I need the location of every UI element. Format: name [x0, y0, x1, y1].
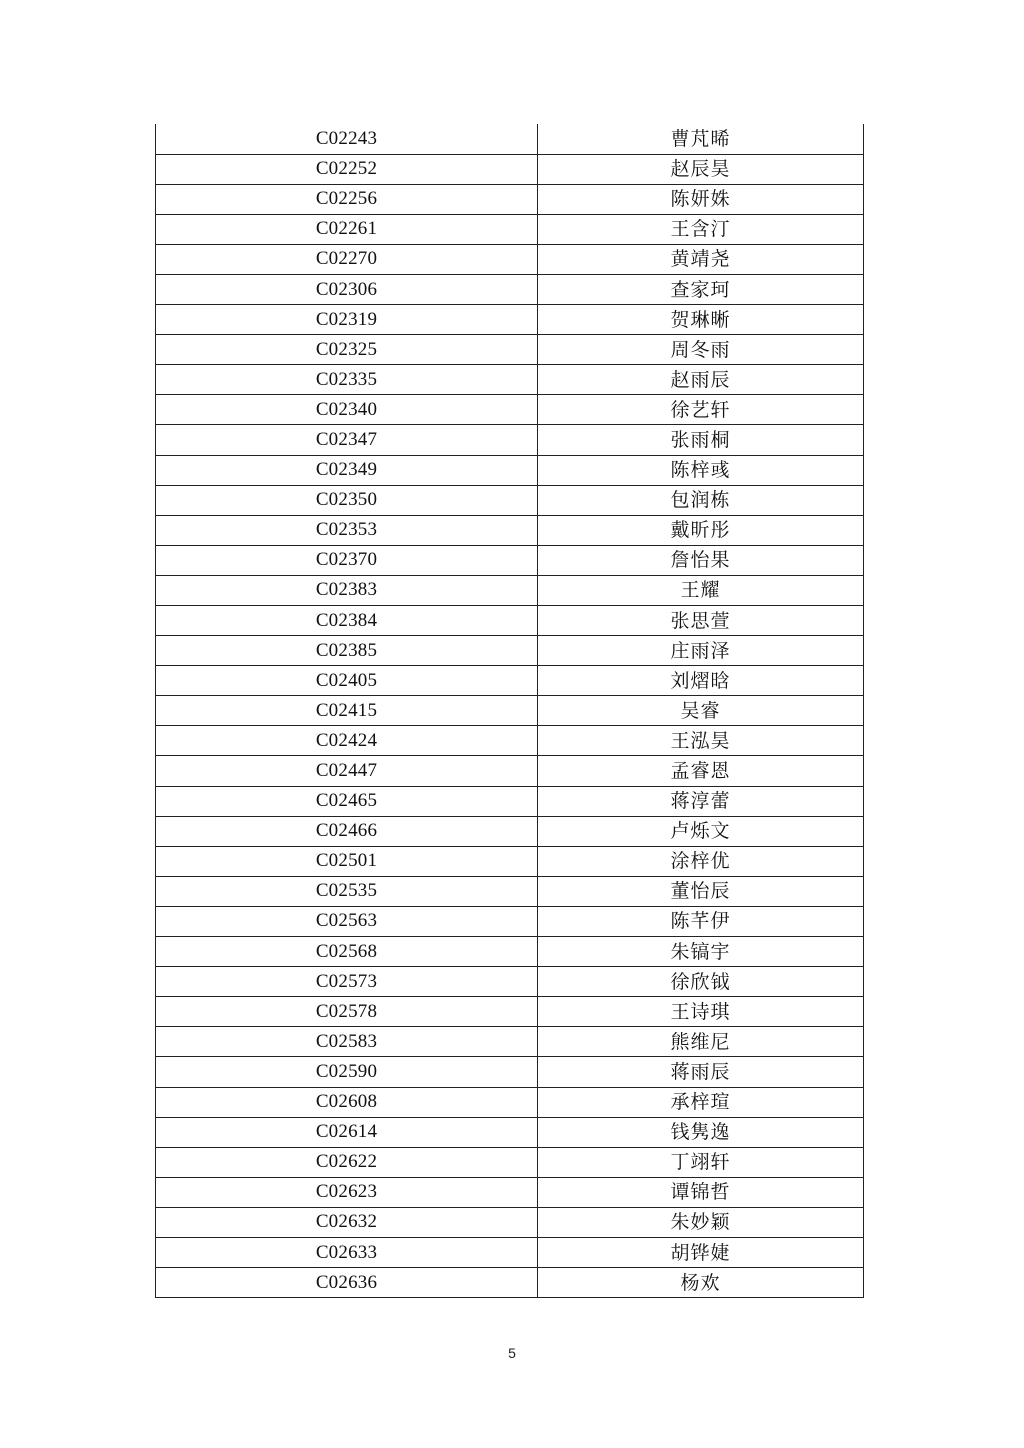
id-cell: C02447: [156, 756, 538, 786]
name-cell: 庄雨泽: [538, 636, 864, 666]
name-cell: 吴睿: [538, 696, 864, 726]
table-row: [156, 184, 864, 214]
name-cell: 陈妍姝: [538, 184, 864, 214]
id-cell: C02270: [156, 244, 538, 274]
id-cell: C02340: [156, 395, 538, 425]
name-cell: 周冬雨: [538, 335, 864, 365]
name-cell: 蒋淳蕾: [538, 786, 864, 816]
id-cell: C02501: [156, 846, 538, 876]
table-row: [156, 666, 864, 696]
table-row: [156, 1177, 864, 1207]
id-cell: C02465: [156, 786, 538, 816]
name-cell: 蒋雨辰: [538, 1057, 864, 1087]
id-cell: C02614: [156, 1117, 538, 1147]
id-cell: C02325: [156, 335, 538, 365]
id-cell: C02243: [156, 124, 538, 154]
table-row: [156, 1207, 864, 1237]
table-row: [156, 1237, 864, 1267]
name-cell: 谭锦哲: [538, 1177, 864, 1207]
id-cell: C02535: [156, 876, 538, 906]
id-cell: C02633: [156, 1237, 538, 1267]
table-row: [156, 876, 864, 906]
table-row: [156, 606, 864, 636]
name-cell: 钱隽逸: [538, 1117, 864, 1147]
name-cell: 熊维尼: [538, 1027, 864, 1057]
name-cell: 戴昕彤: [538, 515, 864, 545]
name-cell: 赵雨辰: [538, 365, 864, 395]
table-row: [156, 1147, 864, 1177]
table-row: [156, 515, 864, 545]
table-row: [156, 244, 864, 274]
id-cell: C02405: [156, 666, 538, 696]
table-row: [156, 485, 864, 515]
table-row: [156, 455, 864, 485]
table-row: [156, 786, 864, 816]
id-cell: C02335: [156, 365, 538, 395]
table-row: [156, 1057, 864, 1087]
id-cell: C02370: [156, 545, 538, 575]
name-cell: 张雨桐: [538, 425, 864, 455]
table-row: [156, 124, 864, 154]
table-row: [156, 335, 864, 365]
name-cell: 陈梓彧: [538, 455, 864, 485]
table-row: [156, 365, 864, 395]
name-cell: 杨欢: [538, 1268, 864, 1298]
table-row: [156, 636, 864, 666]
id-cell: C02353: [156, 515, 538, 545]
name-cell: 张思萱: [538, 606, 864, 636]
id-cell: C02424: [156, 726, 538, 756]
table-row: [156, 997, 864, 1027]
name-cell: 王泓昊: [538, 726, 864, 756]
name-cell: 朱镐宇: [538, 937, 864, 967]
id-cell: C02385: [156, 636, 538, 666]
table-row: [156, 756, 864, 786]
id-cell: C02319: [156, 305, 538, 335]
table-row: [156, 425, 864, 455]
name-cell: 贺琳晰: [538, 305, 864, 335]
table-row: [156, 816, 864, 846]
name-cell: 王含汀: [538, 214, 864, 244]
table-row: [156, 575, 864, 605]
id-cell: C02563: [156, 906, 538, 936]
id-cell: C02623: [156, 1177, 538, 1207]
table-row: [156, 846, 864, 876]
id-cell: C02384: [156, 606, 538, 636]
name-cell: 王诗琪: [538, 997, 864, 1027]
table-row: [156, 726, 864, 756]
table-row: [156, 1087, 864, 1117]
name-cell: 徐艺轩: [538, 395, 864, 425]
id-cell: C02347: [156, 425, 538, 455]
id-cell: C02415: [156, 696, 538, 726]
name-cell: 丁翊轩: [538, 1147, 864, 1177]
id-cell: C02383: [156, 575, 538, 605]
id-cell: C02573: [156, 967, 538, 997]
name-cell: 王耀: [538, 575, 864, 605]
table-row: [156, 395, 864, 425]
table-row: [156, 937, 864, 967]
id-cell: C02252: [156, 154, 538, 184]
id-cell: C02306: [156, 274, 538, 304]
name-cell: 涂梓优: [538, 846, 864, 876]
id-cell: C02636: [156, 1268, 538, 1298]
name-cell: 徐欣钺: [538, 967, 864, 997]
name-cell: 孟睿恩: [538, 756, 864, 786]
name-cell: 詹怡果: [538, 545, 864, 575]
name-cell: 朱妙颖: [538, 1207, 864, 1237]
id-cell: C02568: [156, 937, 538, 967]
id-cell: C02583: [156, 1027, 538, 1057]
id-cell: C02590: [156, 1057, 538, 1087]
name-cell: 查家珂: [538, 274, 864, 304]
name-cell: 曹芃晞: [538, 124, 864, 154]
id-cell: C02350: [156, 485, 538, 515]
id-cell: C02261: [156, 214, 538, 244]
id-cell: C02349: [156, 455, 538, 485]
table-row: [156, 274, 864, 304]
table-row: [156, 154, 864, 184]
roster-table: [155, 124, 864, 1298]
table-row: [156, 967, 864, 997]
table-row: [156, 696, 864, 726]
name-cell: 包润栋: [538, 485, 864, 515]
name-cell: 刘熠晗: [538, 666, 864, 696]
roster-table-body: [156, 124, 864, 1298]
id-cell: C02256: [156, 184, 538, 214]
table-row: [156, 1268, 864, 1298]
table-row: [156, 214, 864, 244]
id-cell: C02608: [156, 1087, 538, 1117]
id-cell: C02622: [156, 1147, 538, 1177]
name-cell: 黄靖尧: [538, 244, 864, 274]
page-number: 5: [508, 1345, 516, 1361]
name-cell: 承梓瑄: [538, 1087, 864, 1117]
table-row: [156, 1027, 864, 1057]
id-cell: C02578: [156, 997, 538, 1027]
table-row: [156, 1117, 864, 1147]
id-cell: C02632: [156, 1207, 538, 1237]
name-cell: 卢烁文: [538, 816, 864, 846]
table-row: [156, 305, 864, 335]
table-row: [156, 545, 864, 575]
name-cell: 陈芊伊: [538, 906, 864, 936]
name-cell: 董怡辰: [538, 876, 864, 906]
name-cell: 赵辰昊: [538, 154, 864, 184]
table-row: [156, 906, 864, 936]
id-cell: C02466: [156, 816, 538, 846]
name-cell: 胡铧婕: [538, 1237, 864, 1267]
